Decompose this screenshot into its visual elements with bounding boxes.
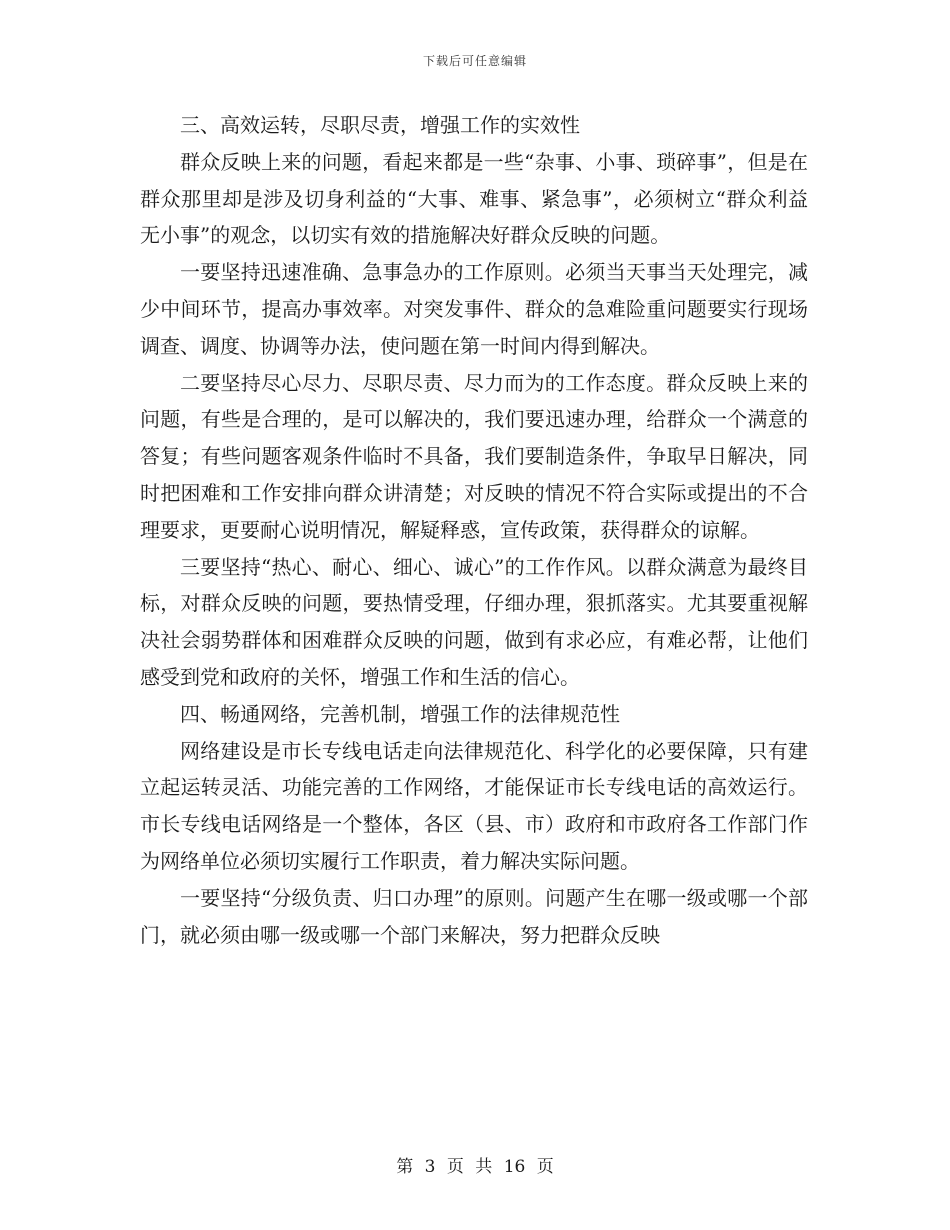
section-heading-4: 四、畅通网络，完善机制，增强工作的法律规范性 <box>180 701 620 726</box>
paragraph: 二要坚持尽心尽力、尽职尽责、尽力而为的工作态度。群众反映上来的问题，有些是合理的，是可以解决的，我们要迅速办理，给群众一个满意的答复；有些问题客观条件临时不具备，我们要制造条件，争取早日解决，同时把困难和工作安排向群众讲清楚；对反映的情况不符合实际或提出的不合理要求，更要耐心说明情况，解疑释惑，宣传政策，获得群众的谅解。 <box>140 370 808 542</box>
paragraph: 群众反映上来的问题，看起来都是一些“杂事、小事、琐碎事”，但是在群众那里却是涉及切身利益的“大事、难事、紧急事”，必须树立“群众利益无小事”的观念，以切实有效的措施解决好群众反映的问题。 <box>140 149 808 248</box>
section-heading-3: 三、高效运转，尽职尽责，增强工作的实效性 <box>180 113 580 137</box>
page-number: 第 3 页 共 16 页 <box>396 1157 554 1177</box>
paragraph: 一要坚持迅速准确、急事急办的工作原则。必须当天事当天处理完，减少中间环节，提高办事效率。对突发事件、群众的急难险重问题要实行现场调查、调度、协调等办法，使问题在第一时间内得到解决。 <box>140 260 808 358</box>
document-body <box>140 107 808 953</box>
page-header-note: 下载后可任意编辑 <box>422 54 527 68</box>
paragraph: 三要坚持“热心、耐心、细心、诚心”的工作作风。以群众满意为最终目标，对群众反映的问题，要热情受理，仔细办理，狠抓落实。尤其要重视解决社会弱势群体和困难群众反映的问题，做到有求必应，有难必帮，让他们感受到党和政府的关怀，增强工作和生活的信心。 <box>140 554 808 689</box>
paragraph: 一要坚持“分级负责、归口办理”的原则。问题产生在哪一级或哪一个部门，就必须由哪一级或哪一个部门来解决，努力把群众反映 <box>140 885 808 947</box>
paragraph: 网络建设是市长专线电话走向法律规范化、科学化的必要保障，只有建立起运转灵活、功能完善的工作网络，才能保证市长专线电话的高效运行。市长专线电话网络是一个整体，各区（县、市）政府和市政府各工作部门作为网络单位必须切实履行工作职责，着力解决实际问题。 <box>140 738 808 873</box>
